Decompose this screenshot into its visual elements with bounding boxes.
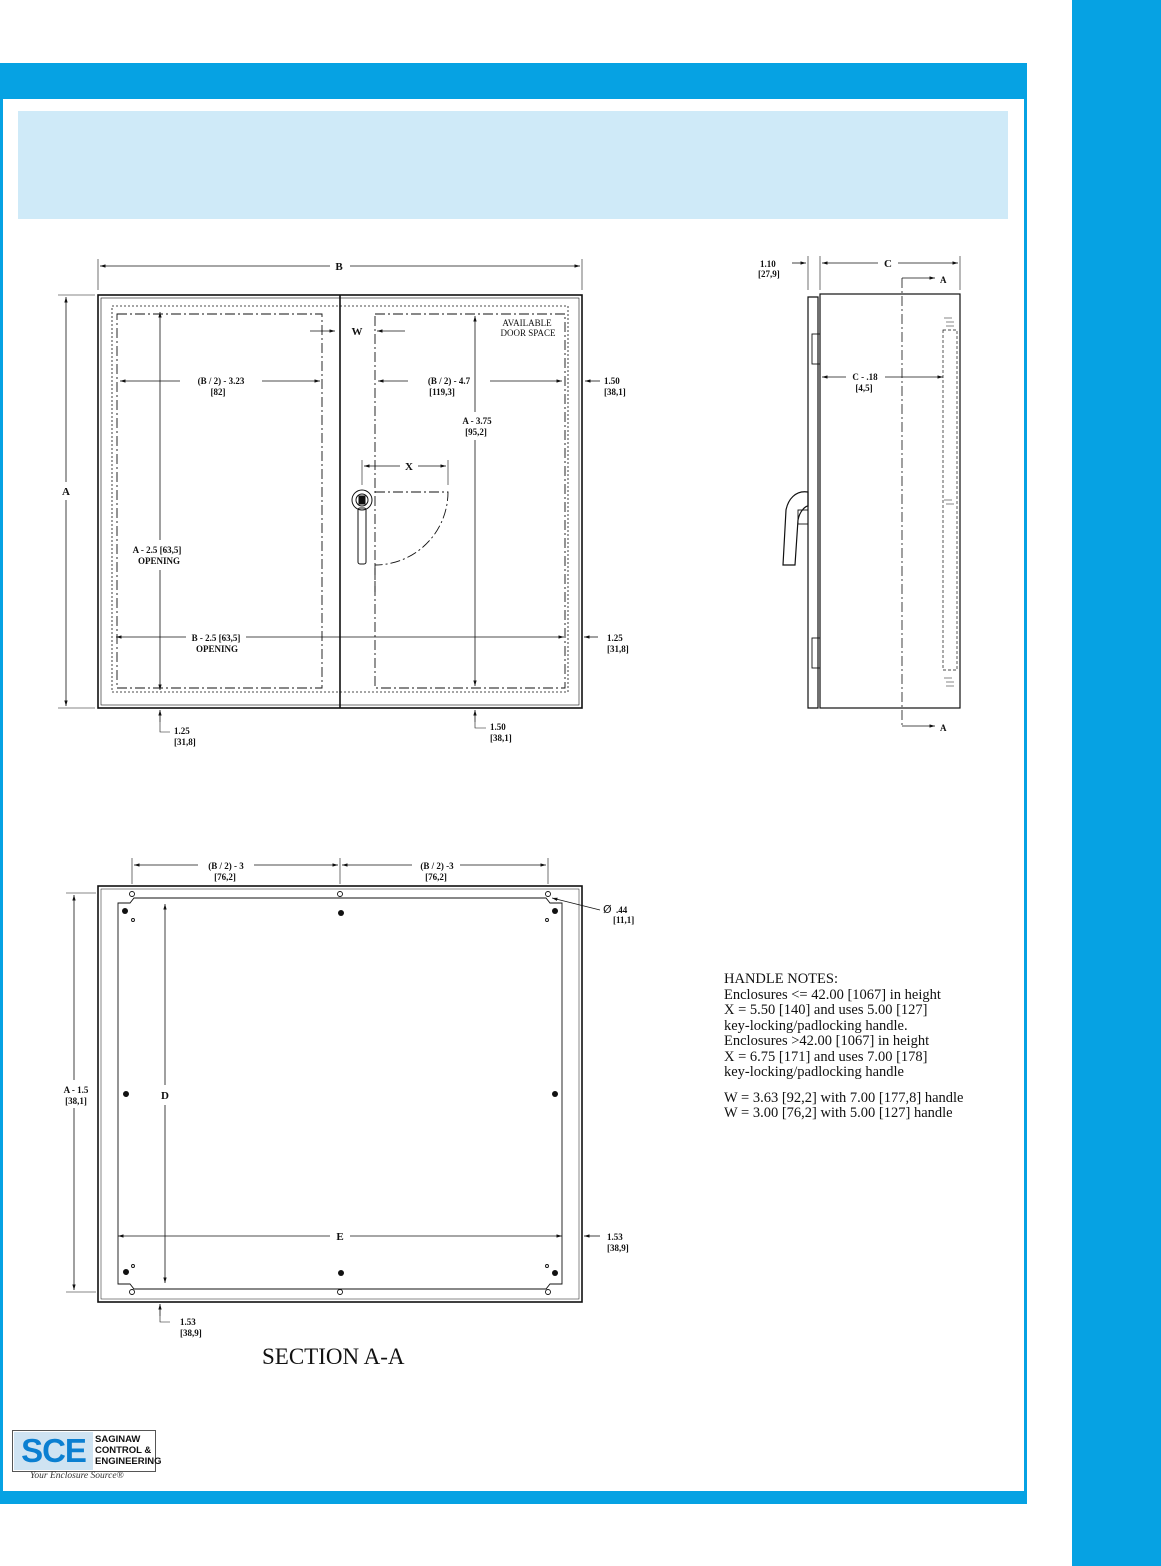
svg-text:[38,1]: [38,1] <box>490 733 512 743</box>
svg-text:OPENING: OPENING <box>137 556 181 566</box>
diameter-symbol: Ø <box>603 903 612 916</box>
section-view <box>63 858 600 1322</box>
opening-width-label: B - 2.5 [63,5] <box>191 633 241 643</box>
panel-mounting-holes <box>122 908 558 1276</box>
w-note-line: W = 3.00 [76,2] with 5.00 [127] handle <box>724 1105 953 1121</box>
svg-text:[27,9]: [27,9] <box>758 269 780 279</box>
section-mark-top: A <box>940 275 947 285</box>
side-handle <box>783 492 808 565</box>
section-right-edge-label: 1.53 <box>607 1232 623 1242</box>
right-half-width-label: (B / 2) - 4.7 <box>427 376 471 386</box>
svg-text:[38,9]: [38,9] <box>180 1328 202 1338</box>
svg-text:[38,9]: [38,9] <box>607 1243 629 1253</box>
depth-offset-label: 1.10 <box>760 259 776 269</box>
side-view-labels <box>758 258 947 733</box>
svg-text:[95,2]: [95,2] <box>465 427 487 437</box>
door-handle <box>352 490 372 564</box>
handle-notes-heading: HANDLE NOTES: <box>724 971 838 987</box>
dim-W-label: W <box>351 326 363 338</box>
handle-note-line: Enclosures <= 42.00 [1067] in height <box>724 986 941 1003</box>
svg-text:[82]: [82] <box>210 387 226 397</box>
inner-depth-label: C - .18 <box>852 372 878 382</box>
right-edge-bottom-label: 1.25 <box>607 633 623 643</box>
bottom-right-label: 1.50 <box>490 722 506 732</box>
svg-text:[4,5]: [4,5] <box>855 383 873 393</box>
svg-text:OPENING: OPENING <box>195 644 239 654</box>
logo-mark: SCE <box>14 1432 93 1470</box>
dim-E-label: E <box>336 1231 344 1243</box>
available-door-space-label: AVAILABLE <box>502 318 552 328</box>
top-left-dim-label: (B / 2) - 3 <box>208 861 244 871</box>
right-edge-top-label: 1.50 <box>604 376 620 386</box>
handle-note-line: X = 6.75 [171] and uses 7.00 [178] <box>724 1048 928 1065</box>
w-note-line: W = 3.63 [92,2] with 7.00 [177,8] handle <box>724 1089 964 1106</box>
front-view-labels <box>62 261 629 747</box>
dim-C-label: C <box>884 258 892 270</box>
left-half-width-label: (B / 2) - 3.23 <box>197 376 245 386</box>
svg-text:DOOR SPACE: DOOR SPACE <box>500 328 556 338</box>
company-name: SAGINAW CONTROL & ENGINEERING <box>95 1434 162 1467</box>
left-opening <box>117 314 322 688</box>
section-mark-bottom: A <box>940 723 947 733</box>
svg-text:[31,8]: [31,8] <box>174 737 196 747</box>
section-bottom-label: 1.53 <box>180 1317 196 1327</box>
side-view <box>783 256 960 728</box>
dim-D-label: D <box>161 1090 169 1102</box>
dim-B-label: B <box>335 261 343 273</box>
svg-text:[31,8]: [31,8] <box>607 644 629 654</box>
dim-A-label: A <box>62 486 70 498</box>
svg-text:[38,1]: [38,1] <box>604 387 626 397</box>
company-logo <box>12 1430 162 1486</box>
svg-text:[76,2]: [76,2] <box>214 872 236 882</box>
right-opening <box>375 314 565 688</box>
handle-notes <box>724 972 963 1122</box>
door-height-label: A - 3.75 <box>462 416 492 426</box>
handle-note-line: X = 5.50 [140] and uses 5.00 [127] <box>724 1002 928 1018</box>
hole-diameter-label: .44 <box>616 905 628 915</box>
top-right-dim-label: (B / 2) -3 <box>420 861 454 871</box>
handle-note-line: key-locking/padlocking handle <box>724 1064 904 1080</box>
svg-text:[38,1]: [38,1] <box>65 1096 87 1106</box>
logo-tagline: Your Enclosure Source® <box>30 1471 124 1481</box>
svg-text:[119,3]: [119,3] <box>429 387 455 397</box>
bottom-left-label: 1.25 <box>174 726 190 736</box>
section-height-label: A - 1.5 <box>63 1085 89 1095</box>
opening-height-label: A - 2.5 [63,5] <box>132 545 182 555</box>
svg-text:[76,2]: [76,2] <box>425 872 447 882</box>
handle-note-line: key-locking/padlocking handle. <box>724 1017 908 1034</box>
handle-note-line: Enclosures >42.00 [1067] in height <box>724 1033 930 1049</box>
dim-X-label: X <box>405 461 413 473</box>
section-title: SECTION A-A <box>262 1344 405 1369</box>
svg-text:[11,1]: [11,1] <box>613 915 635 925</box>
